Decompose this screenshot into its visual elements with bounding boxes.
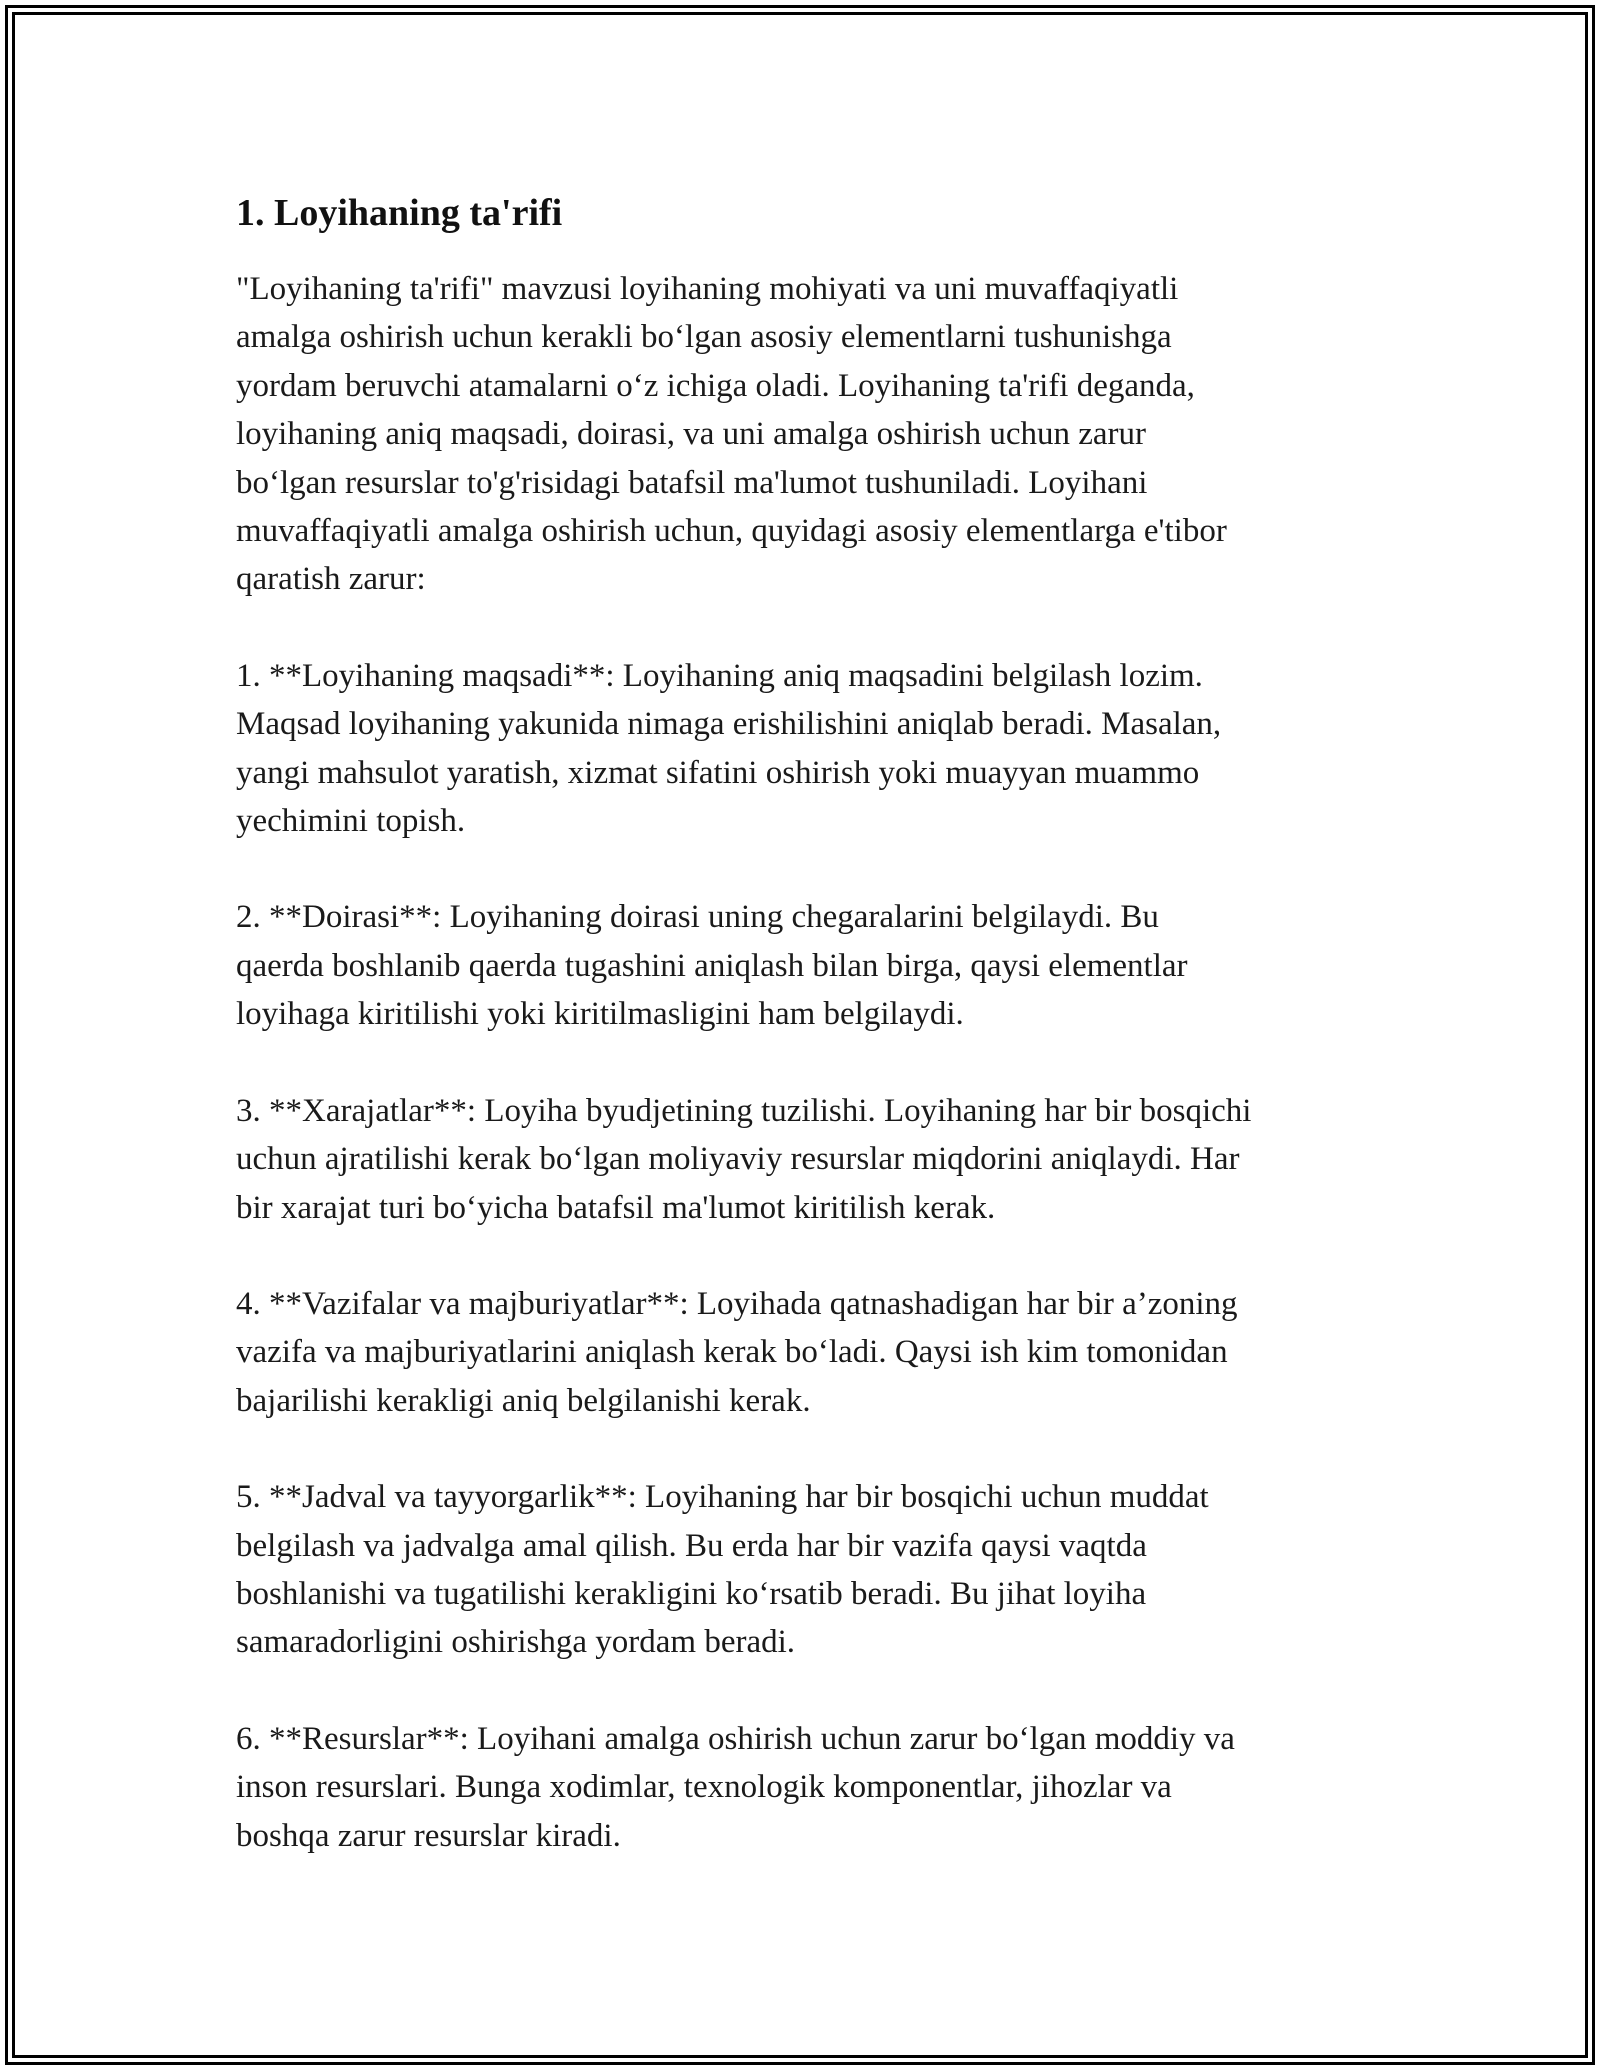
- item-costs-paragraph: 3. **Xarajatlar**: Loyiha byudjetining tuzilishi. Loyihaning har bir bosqichi uchun ajratilishi kerak boʻlgan moliyaviy resurslar miqdorini aniqlaydi. Har bir xarajat turi boʻyicha batafsil ma'lumot kiritilish kerak.: [236, 1092, 1252, 1226]
- item-duties-paragraph: 4. **Vazifalar va majburiyatlar**: Loyihada qatnashadigan har bir a’zoning vazifa va majburiyatlarini aniqlash kerak boʻladi. Qaysi ish kim tomonidan bajarilishi kerakligi aniq belgilanishi kerak.: [236, 1285, 1238, 1419]
- document-body: [236, 187, 1376, 1908]
- intro-paragraph: "Loyihaning ta'rifi" mavzusi loyihaning mohiyati va uni muvaffaqiyatli amalga oshirish uchun kerakli boʻlgan asosiy elementlarni tushunishga yordam beruvchi atamalarni oʻz ichiga oladi. Loyihaning ta'rifi deganda, loyihaning aniq maqsadi, doirasi, va uni amalga oshirish uchun zarur boʻlgan resurslar to'g'risidagi batafsil ma'lumot tushuniladi. Loyihani muvaffaqiyatli amalga oshirish uchun, quyidagi asosiy elementlarga e'tibor qaratish zarur:: [236, 271, 1227, 598]
- item-goal-paragraph: 1. **Loyihaning maqsadi**: Loyihaning aniq maqsadini belgilash lozim. Maqsad loyihaning yakunida nimaga erishilishini aniqlab beradi. Masalan, yangi mahsulot yaratish, xizmat sifatini oshirish yoki muayyan muammo yechimini topish.: [236, 657, 1222, 840]
- section-heading: 1. Loyihaning ta'rifi: [236, 192, 563, 234]
- item-resources-paragraph: 6. **Resurslar**: Loyihani amalga oshirish uchun zarur boʻlgan moddiy va inson resurslari. Bunga xodimlar, texnologik komponentlar, jihozlar va boshqa zarur resurslar kiradi.: [236, 1720, 1235, 1854]
- item-schedule-paragraph: 5. **Jadval va tayyorgarlik**: Loyihaning har bir bosqichi uchun muddat belgilash va jadvalga amal qilish. Bu erda har bir vazifa qaysi vaqtda boshlanishi va tugatilishi kerakligini koʻrsatib beradi. Bu jihat loyiha samaradorligini oshirishga yordam beradi.: [236, 1479, 1209, 1661]
- item-scope-paragraph: 2. **Doirasi**: Loyihaning doirasi uning chegaralarini belgilaydi. Bu qaerda boshlanib qaerda tugashini aniqlash bilan birga, qaysi elementlar loyihaga kiritilishi yoki kiritilmasligini ham belgilaydi.: [236, 899, 1188, 1033]
